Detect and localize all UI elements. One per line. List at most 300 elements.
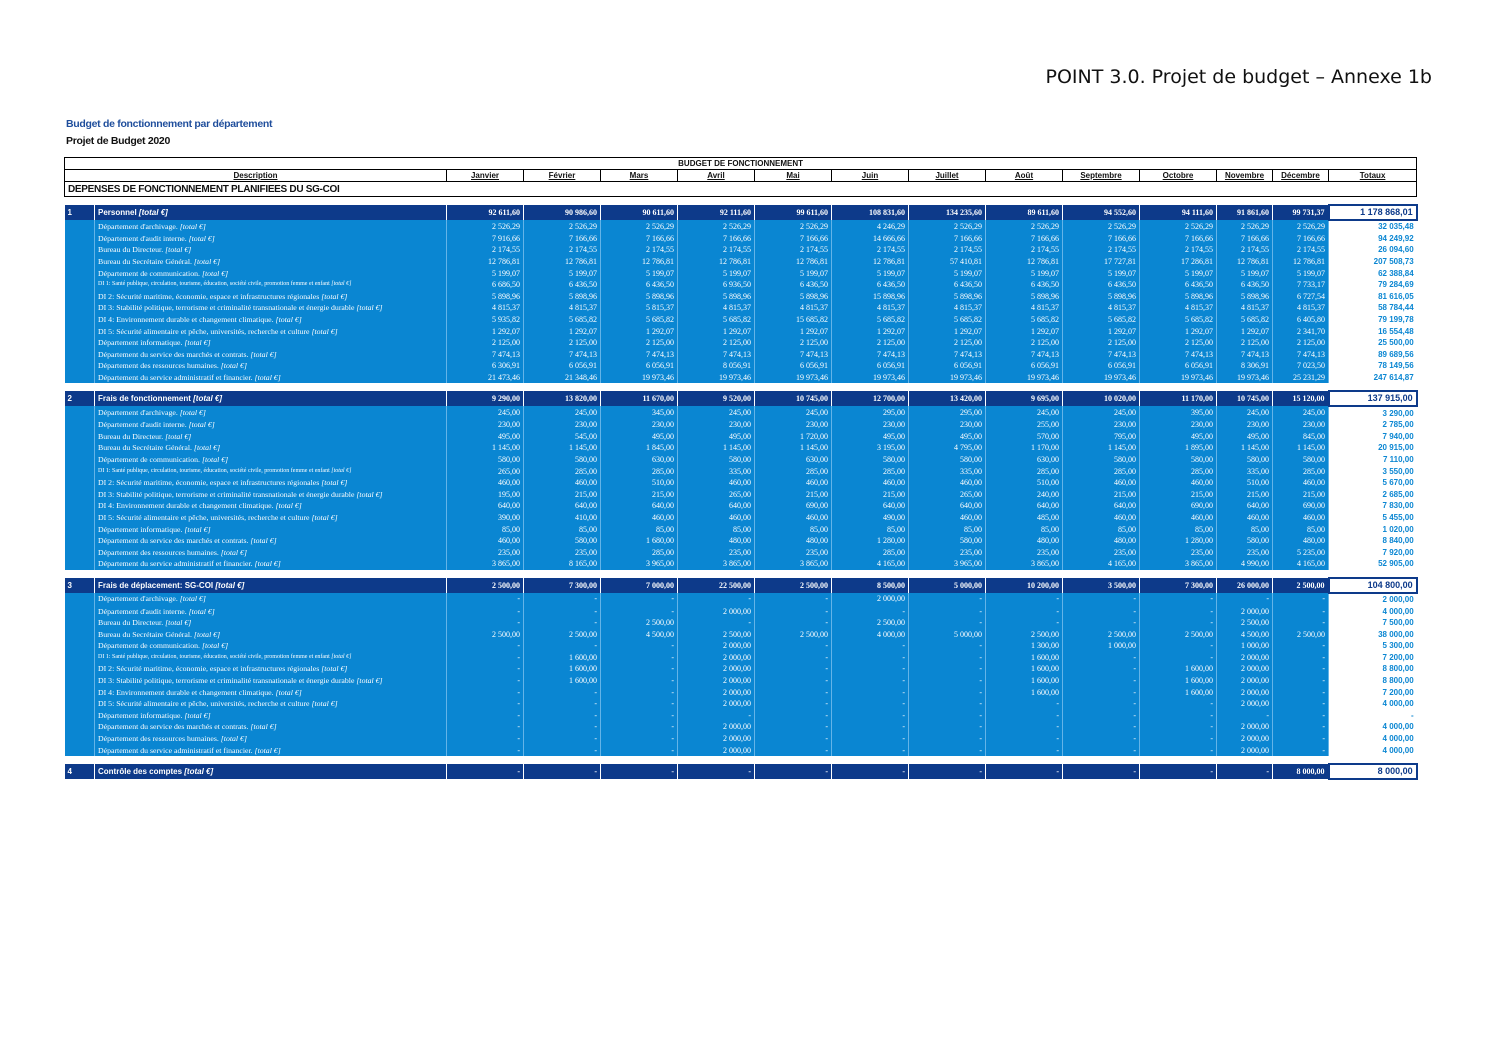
total-suffix: [total €] [201, 641, 229, 651]
row-number-cell [65, 617, 95, 629]
month-value: 215,00 [832, 488, 909, 500]
month-value: 13 820,00 [524, 391, 601, 406]
column-header: Juin [832, 170, 909, 182]
month-value: 12 786,81 [601, 256, 678, 268]
month-value: 235,00 [524, 546, 601, 558]
month-value: 215,00 [755, 488, 832, 500]
row-total: 79 199,78 [1329, 314, 1417, 326]
month-value: 460,00 [909, 512, 986, 524]
month-value: 1 292,07 [601, 325, 678, 337]
month-value: 2 174,55 [1273, 244, 1329, 256]
month-value: 230,00 [832, 419, 909, 431]
month-value: 4 165,00 [832, 558, 909, 570]
row-label: DI 1: Santé publique, circulation, tourisme, éducation, société civile, promotion femme et enfant [98, 467, 330, 474]
row-label-cell [95, 419, 447, 431]
row-number-cell [65, 558, 95, 570]
month-value: - [755, 640, 832, 652]
section-label: Frais de fonctionnement [98, 394, 191, 404]
month-value: 4 815,37 [447, 302, 524, 314]
month-value: - [601, 675, 678, 687]
month-value: 580,00 [909, 535, 986, 547]
month-value: 6 056,91 [909, 360, 986, 372]
month-value: 85,00 [1140, 523, 1217, 535]
month-value: 285,00 [1273, 465, 1329, 477]
row-number-cell [65, 337, 95, 349]
row-number-cell [65, 314, 95, 326]
table-row [65, 314, 1417, 326]
month-value: 1 600,00 [1140, 686, 1217, 698]
month-value: - [755, 698, 832, 710]
table-row [65, 442, 1417, 454]
month-value: 640,00 [909, 500, 986, 512]
month-value: - [755, 652, 832, 664]
table-row [65, 721, 1417, 733]
month-value: 2 174,55 [1217, 244, 1273, 256]
row-label-cell [95, 546, 447, 558]
table-row [65, 512, 1417, 524]
month-value: 3 965,00 [909, 558, 986, 570]
row-label-cell [95, 535, 447, 547]
month-value: 7 474,13 [447, 349, 524, 361]
total-suffix: [total €] [165, 431, 192, 441]
month-value: 99 611,60 [755, 205, 832, 220]
month-value: 99 731,37 [1273, 205, 1329, 220]
month-value: 2 500,00 [1140, 628, 1217, 640]
month-value: 85,00 [678, 523, 755, 535]
row-label: Bureau du Directeur. [98, 245, 164, 255]
month-value: 510,00 [986, 477, 1063, 489]
month-value: - [1140, 640, 1217, 652]
row-label: Département des ressources humaines. [98, 734, 219, 744]
section-number: 1 [65, 205, 95, 220]
section-label-cell [95, 391, 447, 406]
month-value: 630,00 [755, 454, 832, 466]
month-value: 12 786,81 [678, 256, 755, 268]
month-value: 1 280,00 [832, 535, 909, 547]
row-total: 8 800,00 [1329, 675, 1417, 687]
month-value: 2 125,00 [909, 337, 986, 349]
month-value: 17 727,81 [1063, 256, 1140, 268]
month-value: 2 000,00 [1217, 686, 1273, 698]
month-value: - [832, 640, 909, 652]
month-value: - [832, 710, 909, 722]
row-total: 4 000,00 [1329, 605, 1417, 617]
month-value: 580,00 [524, 454, 601, 466]
month-value: 1 300,00 [986, 640, 1063, 652]
total-suffix: [total €] [220, 734, 247, 744]
month-value: 5 199,07 [1273, 267, 1329, 279]
month-value: 2 500,00 [524, 628, 601, 640]
row-total: 94 249,92 [1329, 233, 1417, 245]
month-value: 4 815,37 [1217, 302, 1273, 314]
month-value: - [755, 764, 832, 779]
row-label: DI 5: Sécurité alimentaire et pêche, universités, recherche et culture [98, 326, 310, 336]
month-value: - [1217, 764, 1273, 779]
row-total: 25 500,00 [1329, 337, 1417, 349]
row-label: Département informatique. [98, 524, 183, 534]
section-gap [65, 756, 1417, 764]
month-value: 5 685,82 [986, 314, 1063, 326]
month-value: 1 280,00 [1140, 535, 1217, 547]
row-label: Département du service des marchés et contrats. [98, 722, 249, 732]
month-value: 215,00 [1063, 488, 1140, 500]
month-value: 15 685,82 [755, 314, 832, 326]
row-label-cell [95, 675, 447, 687]
month-value: 235,00 [678, 546, 755, 558]
month-value: - [755, 721, 832, 733]
month-value: 5 935,82 [447, 314, 524, 326]
month-value: 5 685,82 [524, 314, 601, 326]
month-value: 5 235,00 [1273, 546, 1329, 558]
column-header: Septembre [1063, 170, 1140, 182]
table-row [65, 675, 1417, 687]
month-value: 8 056,91 [678, 360, 755, 372]
month-value: 4 500,00 [601, 628, 678, 640]
month-value: 2 000,00 [1217, 721, 1273, 733]
row-total: 62 388,84 [1329, 267, 1417, 279]
total-suffix: [total €] [215, 580, 245, 590]
row-label: DI 3: Stabilité politique, terrorisme et criminalité transnationale et énergie durable [98, 489, 355, 499]
month-value: - [524, 605, 601, 617]
month-value: - [1063, 744, 1140, 756]
month-value: 3 965,00 [601, 558, 678, 570]
month-value: 460,00 [832, 477, 909, 489]
month-value: 7 474,13 [601, 349, 678, 361]
month-value: - [909, 652, 986, 664]
month-value: 7 474,13 [1063, 349, 1140, 361]
month-value: 480,00 [986, 535, 1063, 547]
month-value: - [755, 675, 832, 687]
month-value: 2 500,00 [678, 628, 755, 640]
total-suffix: [total €] [193, 394, 223, 404]
month-value: 94 111,60 [1140, 205, 1217, 220]
month-value: 19 973,46 [1217, 372, 1273, 384]
total-suffix: [total €] [188, 233, 215, 243]
month-value: 215,00 [601, 488, 678, 500]
month-value: - [601, 744, 678, 756]
row-label: Département d'archivage. [98, 221, 178, 231]
month-value: 495,00 [909, 431, 986, 443]
month-value: - [1273, 663, 1329, 675]
section-total: 137 915,00 [1329, 391, 1417, 406]
month-value: 230,00 [524, 419, 601, 431]
total-suffix: [total €] [321, 664, 348, 674]
row-label: Département d'archivage. [98, 594, 178, 604]
row-label: Bureau du Directeur. [98, 431, 164, 441]
month-value: 1 292,07 [1217, 325, 1273, 337]
month-value: - [1063, 605, 1140, 617]
month-value: 2 000,00 [1217, 744, 1273, 756]
month-value: 2 526,29 [1063, 220, 1140, 233]
row-number-cell [65, 406, 95, 419]
row-label-cell [95, 663, 447, 675]
month-value: - [1273, 652, 1329, 664]
table-row [65, 686, 1417, 698]
month-value: 15 898,96 [832, 291, 909, 303]
month-value: - [447, 640, 524, 652]
row-total: 26 094,60 [1329, 244, 1417, 256]
month-value: 2 500,00 [1273, 578, 1329, 593]
month-value: 2 125,00 [832, 337, 909, 349]
month-value: - [524, 764, 601, 779]
month-value: 10 200,00 [986, 578, 1063, 593]
month-value: 245,00 [447, 406, 524, 419]
month-value: 335,00 [909, 465, 986, 477]
month-value: 6 436,50 [1140, 279, 1217, 291]
row-number-cell [65, 628, 95, 640]
month-value: 6 436,50 [601, 279, 678, 291]
month-value: 1 600,00 [986, 675, 1063, 687]
month-value: 2 174,55 [832, 244, 909, 256]
month-value: 285,00 [1140, 465, 1217, 477]
section-number: 3 [65, 578, 95, 593]
month-value: 580,00 [678, 454, 755, 466]
month-value: 15 120,00 [1273, 391, 1329, 406]
row-label: Département du service administratif et financier. [98, 373, 253, 383]
month-value: - [986, 744, 1063, 756]
row-label-cell [95, 710, 447, 722]
month-value: 215,00 [1217, 488, 1273, 500]
month-value: 580,00 [1217, 454, 1273, 466]
month-value: 2 000,00 [1217, 652, 1273, 664]
month-value: - [909, 640, 986, 652]
month-value: 2 526,29 [909, 220, 986, 233]
month-value: 11 670,00 [601, 391, 678, 406]
row-number-cell [65, 244, 95, 256]
month-value: - [909, 698, 986, 710]
month-value: 5 898,96 [524, 291, 601, 303]
month-value: 8 165,00 [524, 558, 601, 570]
month-value: 85,00 [909, 523, 986, 535]
row-label-cell [95, 477, 447, 489]
section-gap [65, 197, 1417, 206]
month-value: - [986, 733, 1063, 745]
month-value: - [1063, 617, 1140, 629]
table-row [65, 698, 1417, 710]
table-row [65, 652, 1417, 664]
table-row [65, 617, 1417, 629]
section-label: Frais de déplacement: SG-COI [98, 580, 214, 590]
month-value: 9 520,00 [678, 391, 755, 406]
total-suffix: [total €] [165, 618, 192, 628]
row-total: 4 000,00 [1329, 733, 1417, 745]
table-row [65, 406, 1417, 419]
month-value: 1 680,00 [601, 535, 678, 547]
month-value: 230,00 [1273, 419, 1329, 431]
total-suffix: [total €] [356, 489, 383, 499]
month-value: 1 292,07 [986, 325, 1063, 337]
month-value: 4 990,00 [1217, 558, 1273, 570]
month-value: 2 500,00 [447, 628, 524, 640]
month-value: - [524, 710, 601, 722]
month-value: 285,00 [601, 546, 678, 558]
month-value: - [755, 744, 832, 756]
month-value: 7 916,66 [447, 233, 524, 245]
total-suffix: [total €] [250, 722, 277, 732]
month-value: - [601, 698, 678, 710]
row-number-cell [65, 675, 95, 687]
month-value: 1 895,00 [1140, 442, 1217, 454]
total-suffix: [total €] [184, 766, 214, 776]
month-value: 2 000,00 [1217, 605, 1273, 617]
column-header: Mars [601, 170, 678, 182]
row-label: Département du service des marchés et contrats. [98, 349, 249, 359]
row-label-cell [95, 721, 447, 733]
month-value: - [601, 663, 678, 675]
report-year: Projet de Budget 2020 [66, 135, 170, 147]
month-value: 295,00 [832, 406, 909, 419]
month-value: 1 145,00 [678, 442, 755, 454]
month-value: - [832, 675, 909, 687]
section-number: 2 [65, 391, 95, 406]
gap-cell [65, 383, 1417, 391]
month-value: 240,00 [986, 488, 1063, 500]
month-value: 230,00 [1140, 419, 1217, 431]
table-row [65, 419, 1417, 431]
month-value: - [755, 710, 832, 722]
month-value: 7 474,13 [678, 349, 755, 361]
table-header-title: BUDGET DE FONCTIONNEMENT [65, 158, 1417, 170]
row-label: DI 4: Environnement durable et changement climatique. [98, 687, 274, 697]
month-value: 2 500,00 [832, 617, 909, 629]
row-total: 52 905,00 [1329, 558, 1417, 570]
table-row [65, 628, 1417, 640]
month-value: 1 600,00 [986, 652, 1063, 664]
month-value: - [524, 721, 601, 733]
row-label: Département du service administratif et financier. [98, 559, 253, 569]
month-value: 91 861,60 [1217, 205, 1273, 220]
month-value: 19 973,46 [1140, 372, 1217, 384]
column-header: Description [65, 170, 447, 182]
row-number-cell [65, 546, 95, 558]
month-value: 245,00 [986, 406, 1063, 419]
month-value: 2 174,55 [678, 244, 755, 256]
month-value: 580,00 [1140, 454, 1217, 466]
month-value: - [1063, 593, 1140, 606]
table-row [65, 535, 1417, 547]
row-number-cell [65, 535, 95, 547]
month-value: 19 973,46 [986, 372, 1063, 384]
month-value: 25 231,29 [1273, 372, 1329, 384]
total-suffix: [total €] [311, 699, 338, 709]
table-row [65, 605, 1417, 617]
month-value: - [601, 593, 678, 606]
row-label: Département des ressources humaines. [98, 547, 219, 557]
row-label: Département d'archivage. [98, 408, 178, 418]
section-gap [65, 570, 1417, 578]
month-value: 2 000,00 [678, 652, 755, 664]
month-value: - [986, 764, 1063, 779]
row-label: Département d'audit interne. [98, 606, 187, 616]
month-value: - [832, 652, 909, 664]
month-value: 5 199,07 [755, 267, 832, 279]
row-number-cell [65, 593, 95, 606]
month-value: - [601, 605, 678, 617]
month-value: - [447, 764, 524, 779]
month-value: 1 845,00 [601, 442, 678, 454]
row-label: Département informatique. [98, 710, 183, 720]
row-label-cell [95, 291, 447, 303]
month-value: 5 685,82 [1140, 314, 1217, 326]
month-value: 510,00 [1217, 477, 1273, 489]
month-value: 245,00 [1217, 406, 1273, 419]
row-number-cell [65, 419, 95, 431]
month-value: 2 000,00 [832, 593, 909, 606]
month-value: 1 600,00 [986, 686, 1063, 698]
month-value: - [986, 617, 1063, 629]
month-value: 7 023,50 [1273, 360, 1329, 372]
row-label: DI 5: Sécurité alimentaire et pêche, universités, recherche et culture [98, 699, 310, 709]
row-total: 7 940,00 [1329, 431, 1417, 443]
section-label-cell [95, 205, 447, 220]
month-value: 94 552,60 [1063, 205, 1140, 220]
month-value: 4 815,37 [1063, 302, 1140, 314]
row-total: 2 000,00 [1329, 593, 1417, 606]
month-value: 6 056,91 [1063, 360, 1140, 372]
month-value: 5 898,96 [755, 291, 832, 303]
month-value: 5 199,07 [832, 267, 909, 279]
month-value: 2 526,29 [524, 220, 601, 233]
month-value: 295,00 [909, 406, 986, 419]
month-value: 285,00 [832, 465, 909, 477]
month-value: 2 000,00 [678, 605, 755, 617]
month-value: 2 500,00 [601, 617, 678, 629]
total-suffix: [total €] [311, 512, 338, 522]
month-value: 235,00 [1063, 546, 1140, 558]
month-value: 2 000,00 [678, 721, 755, 733]
month-value: - [1273, 617, 1329, 629]
month-value: 230,00 [601, 419, 678, 431]
month-value: 460,00 [755, 512, 832, 524]
month-value: - [832, 605, 909, 617]
month-value: 8 500,00 [832, 578, 909, 593]
month-value: 245,00 [678, 406, 755, 419]
month-value: - [1063, 733, 1140, 745]
total-suffix: [total €] [356, 303, 383, 313]
month-value: 7 474,13 [755, 349, 832, 361]
month-value: 4 815,37 [986, 302, 1063, 314]
month-value: 6 436,50 [986, 279, 1063, 291]
row-label-cell [95, 593, 447, 606]
month-value: 345,00 [601, 406, 678, 419]
month-value: 460,00 [909, 477, 986, 489]
month-value: 10 020,00 [1063, 391, 1140, 406]
month-value: 5 199,07 [1217, 267, 1273, 279]
month-value: 230,00 [909, 419, 986, 431]
month-value: - [601, 640, 678, 652]
month-value: 2 500,00 [755, 578, 832, 593]
row-label: DI 5: Sécurité alimentaire et pêche, universités, recherche et culture [98, 512, 310, 522]
month-value: 1 600,00 [524, 652, 601, 664]
month-value: 230,00 [1217, 419, 1273, 431]
month-value: - [986, 721, 1063, 733]
month-value: 395,00 [1140, 406, 1217, 419]
month-value: - [447, 686, 524, 698]
month-value: 12 786,81 [755, 256, 832, 268]
total-suffix: [total €] [254, 745, 281, 755]
row-label-cell [95, 454, 447, 466]
month-value: 7 474,13 [1140, 349, 1217, 361]
month-value: - [1063, 764, 1140, 779]
month-value: 2 000,00 [678, 686, 755, 698]
month-value: 21 473,46 [447, 372, 524, 384]
month-value: 4 815,37 [524, 302, 601, 314]
total-suffix: [total €] [311, 326, 338, 336]
month-value: 9 290,00 [447, 391, 524, 406]
month-value: 5 685,82 [832, 314, 909, 326]
month-value: 235,00 [447, 546, 524, 558]
month-value: 85,00 [755, 523, 832, 535]
